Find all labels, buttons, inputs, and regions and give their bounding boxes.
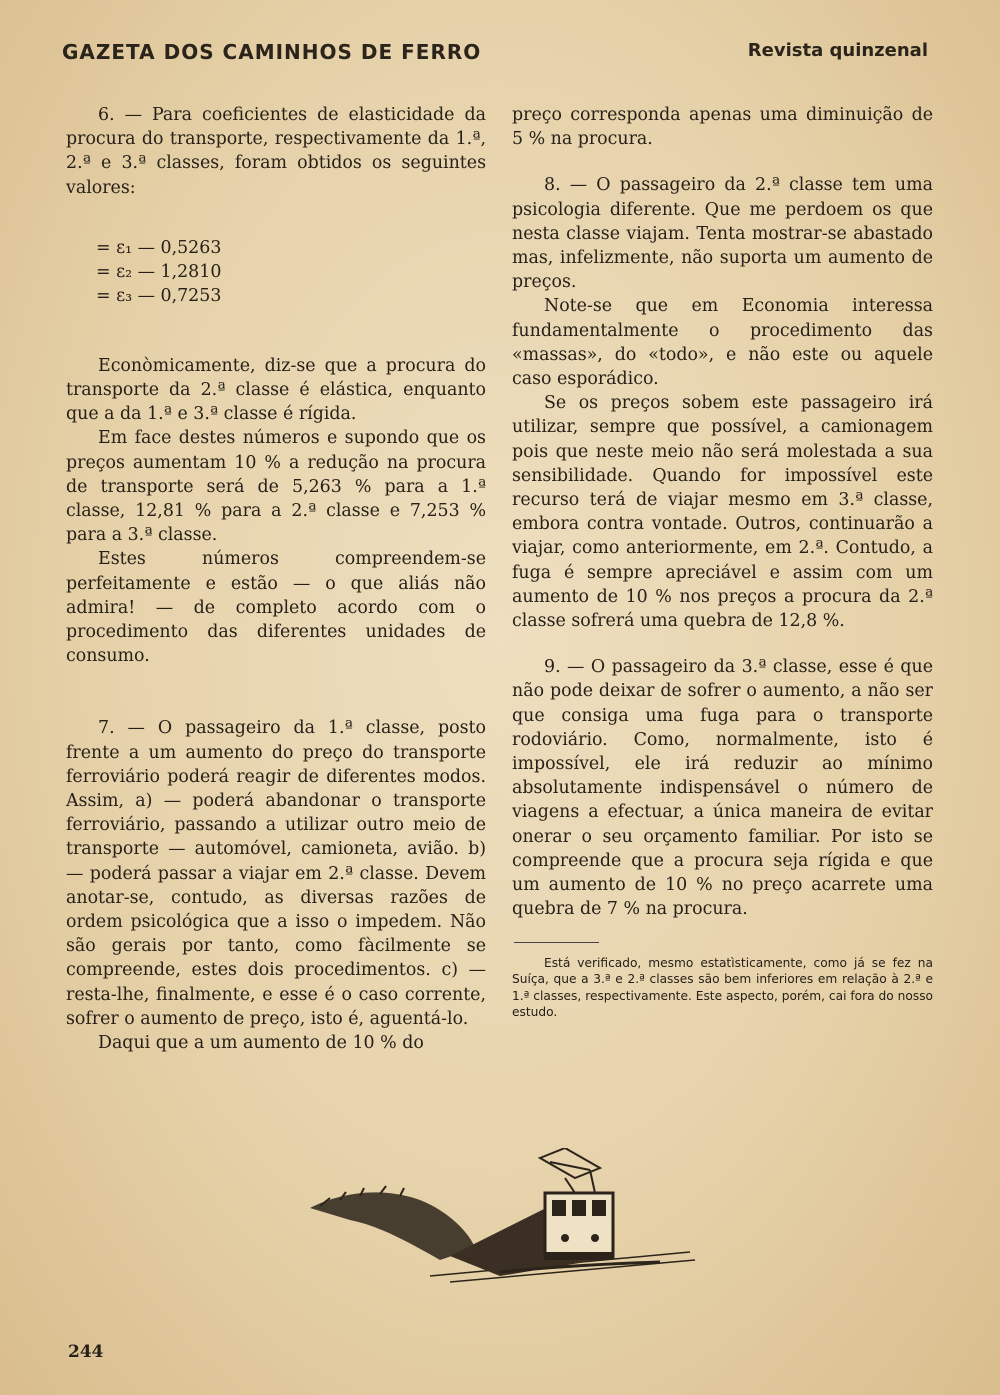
electric-train-icon [300,1148,700,1288]
paragraph-8: 8. — O passageiro da 2.ª classe tem uma psicologia diferente. Que me perdoem os que nesta classe viajam. Tenta mostrar-se abastado mas, infelizmente, não suporta um aumento de preços. [512,175,933,293]
formula-2: = ε₂ — 1,2810 [96,261,222,282]
elasticity-formulas [96,236,486,308]
left-column [66,103,486,1055]
paragraph-7b: Daqui que a um aumento de 10 % do [98,1033,424,1054]
paragraph-8c: Se os preços sobem este passageiro irá utilizar, sempre que possível, a camionagem pois que neste meio não será molestada a sua sensibilidade. Quando for impossível este recurso terá de viajar mesmo em 3.ª classe, embora contra vontade. Outros, continuarão a viajar, como anteriormente, em 2.ª. Contudo, a fuga é sempre apreciável e assim com um aumento de 10 % nos preços a procura da 2.ª classe sofrerá uma quebra de 12,8 %. [512,393,933,632]
paragraph-6b: Em face destes números e supondo que os preços aumentam 10 % a redução na procura de transporte será de 5,263 % para a 1.ª classe, 12,81 % para a 2.ª classe e 7,253 % para a 3.ª classe. [66,428,486,546]
right-column [512,103,933,1021]
paragraph-8b: Note-se que em Economia interessa fundamentalmente o procedimento das «massas», do «todo», e não este ou aquele caso esporádico. [512,296,933,390]
paragraph-6c: Estes números compreendem-se perfeitamente e estão — o que aliás não admira! — de completo acordo com o procedimento das diferentes unidades de consumo. [66,549,486,667]
journal-title: GAZETA DOS CAMINHOS DE FERRO [62,40,482,64]
page-number: 244 [68,1342,104,1362]
footnote-divider [514,942,599,943]
formula-1: = ε₁ — 0,5263 [96,237,222,258]
footnote: Está verificado, mesmo estatìsticamente, como já se fez na Suíça, que a 3.ª e 2.ª classes são bem inferiores em relação à 2.ª e 1.ª classes, respectivamente. Este aspecto, porém, cai fora do nosso estudo. [512,955,933,1019]
formula-3: = ε₃ — 0,7253 [96,285,222,306]
section-title: Revista quinzenal [747,40,928,61]
paragraph-7-continued: preço corresponda apenas uma diminuição de 5 % na procura. [512,105,933,150]
paragraph-6a: Econòmicamente, diz-se que a procura do transporte da 2.ª classe é elástica, enquanto que a da 1.ª e 3.ª classe é rígida. [66,355,486,425]
paragraph-6-intro: 6. — Para coeficientes de elasticidade da procura do transporte, respectivamente da 1.ª, 2.ª e 3.ª classes, foram obtidos os seguintes valores: [66,105,486,198]
paragraph-9: 9. — O passageiro da 3.ª classe, esse é que não pode deixar de sofrer o aumento, a não ser que consiga uma fuga para o transporte rodoviário. Como, normalmente, isto é impossível, ele irá reduzir ao mínimo absolutamente indispensável o número de viagens a efectuar, a única maneira de evitar onerar o seu orçamento familiar. Por isto se compreende que a procura seja rígida e que um aumento de 10 % no preço acarrete uma quebra de 7 % na procura. [512,657,933,920]
paragraph-7: 7. — O passageiro da 1.ª classe, posto frente a um aumento do preço do transporte ferroviário poderá reagir de diferentes modos. Assim, a) — poderá abandonar o transporte ferroviário, passando a utilizar outro meio de transporte — automóvel, camioneta, avião. b) — poderá passar a viajar em 2.ª classe. Devem anotar-se, contudo, as diversas razões de ordem psicológica que a isso o impedem. Não são gerais por tanto, como fàcilmente se compreende, estes dois procedimentos. c) — resta-lhe, finalmente, e esse é o caso corrente, sofrer o aumento de preço, isto é, aguentá-lo. [66,718,486,1029]
